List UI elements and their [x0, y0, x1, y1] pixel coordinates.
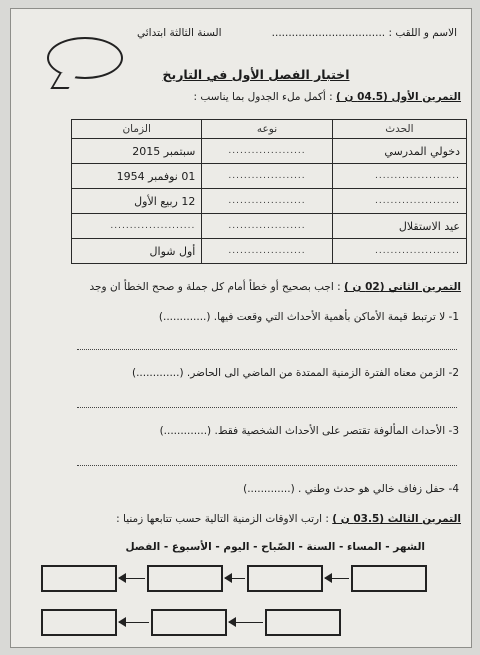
- table-row: [72, 189, 467, 214]
- table-header-row: [72, 120, 467, 139]
- table-cell-blank[interactable]: ......................: [72, 214, 202, 239]
- table-cell: 12 ربيع الأول: [72, 189, 202, 214]
- table-cell: أول شوال: [72, 239, 202, 264]
- column-header-type: نوعه: [202, 120, 332, 139]
- exercise3-heading-line: [116, 513, 461, 525]
- table-row: [72, 139, 467, 164]
- sequence-box-5[interactable]: [247, 565, 323, 592]
- table-cell-blank[interactable]: ....................: [202, 139, 332, 164]
- exercise2-item-1: 1- لا ترتبط قيمة الأماكن بأهمية الأحداث التي وقعت فيها. (.............): [158, 311, 459, 323]
- worksheet: [10, 8, 472, 648]
- sequence-box-3[interactable]: [41, 609, 117, 636]
- events-table: [71, 119, 467, 264]
- sequence-box-4[interactable]: [351, 565, 427, 592]
- table-cell-blank[interactable]: ....................: [202, 164, 332, 189]
- table-cell: سبتمبر 2015: [72, 139, 202, 164]
- arrow-left-icon: [119, 578, 145, 579]
- exercise2-item-3: 3- الأحداث المألوفة تقتصر على الأحداث الشخصية فقط. (.............): [159, 425, 459, 437]
- table-cell-blank[interactable]: ....................: [202, 189, 332, 214]
- exercise1-instruction: : أكمل ملء الجدول بما يناسب :: [193, 91, 333, 103]
- exercise3-instruction: : ارتب الاوقات الزمنية التالية حسب تتابعها زمنيا :: [116, 513, 329, 525]
- table-cell-blank[interactable]: ....................: [202, 214, 332, 239]
- answer-line[interactable]: [77, 465, 457, 466]
- answer-line[interactable]: [77, 349, 457, 350]
- exercise2-item-2: 2- الزمن معناه الفترة الزمنية الممتدة من الماضي الى الحاضر. (.............): [131, 367, 459, 379]
- column-header-time: الزمان: [72, 120, 202, 139]
- grade-label: السنة الثالثة ابتدائي: [137, 27, 222, 39]
- table-cell-blank[interactable]: ......................: [332, 239, 466, 264]
- sequence-box-7[interactable]: [41, 565, 117, 592]
- table-cell: عيد الاستقلال: [332, 214, 466, 239]
- sequence-box-1[interactable]: [265, 609, 341, 636]
- arrow-left-icon: [119, 622, 149, 623]
- exercise2-heading: التمرين الثاني (02 ن ): [344, 281, 461, 293]
- table-row: [72, 164, 467, 189]
- time-words-list: الشهر - المساء - السنة - الصّباح - اليوم - الأسبوع - الفصل: [125, 541, 425, 553]
- column-header-event: الحدث: [332, 120, 466, 139]
- grade-bubble-tail: [50, 73, 77, 89]
- table-cell-blank[interactable]: ......................: [332, 164, 466, 189]
- arrow-left-icon: [229, 622, 263, 623]
- sequence-box-2[interactable]: [151, 609, 227, 636]
- arrow-left-icon: [225, 578, 245, 579]
- name-field[interactable]: الاسم و اللقب : ..................................: [271, 27, 457, 39]
- table-cell-blank[interactable]: ....................: [202, 239, 332, 264]
- exercise1-heading: التمرين الأول (04.5 ن ): [336, 91, 461, 103]
- table-cell: دخولي المدرسي: [332, 139, 466, 164]
- exercise1-heading-line: [193, 91, 461, 103]
- table-cell: 01 نوفمبر 1954: [72, 164, 202, 189]
- table-row: [72, 214, 467, 239]
- exercise3-heading: التمرين الثالث (03.5 ن ): [332, 513, 461, 525]
- arrow-left-icon: [325, 578, 349, 579]
- exercise2-heading-line: [90, 281, 461, 293]
- exercise2-item-4: 4- حفل زفاف خالي هو حدث وطني . (.............): [243, 483, 459, 495]
- table-cell-blank[interactable]: ......................: [332, 189, 466, 214]
- page-title: اختبار الفصل الأول في التاريخ: [162, 67, 350, 82]
- answer-line[interactable]: [77, 407, 457, 408]
- exercise2-instruction: : اجب بصحيح أو خطأ أمام كل جملة و صحح الخطأ ان وجد: [89, 281, 341, 293]
- sequence-box-6[interactable]: [147, 565, 223, 592]
- table-row: [72, 239, 467, 264]
